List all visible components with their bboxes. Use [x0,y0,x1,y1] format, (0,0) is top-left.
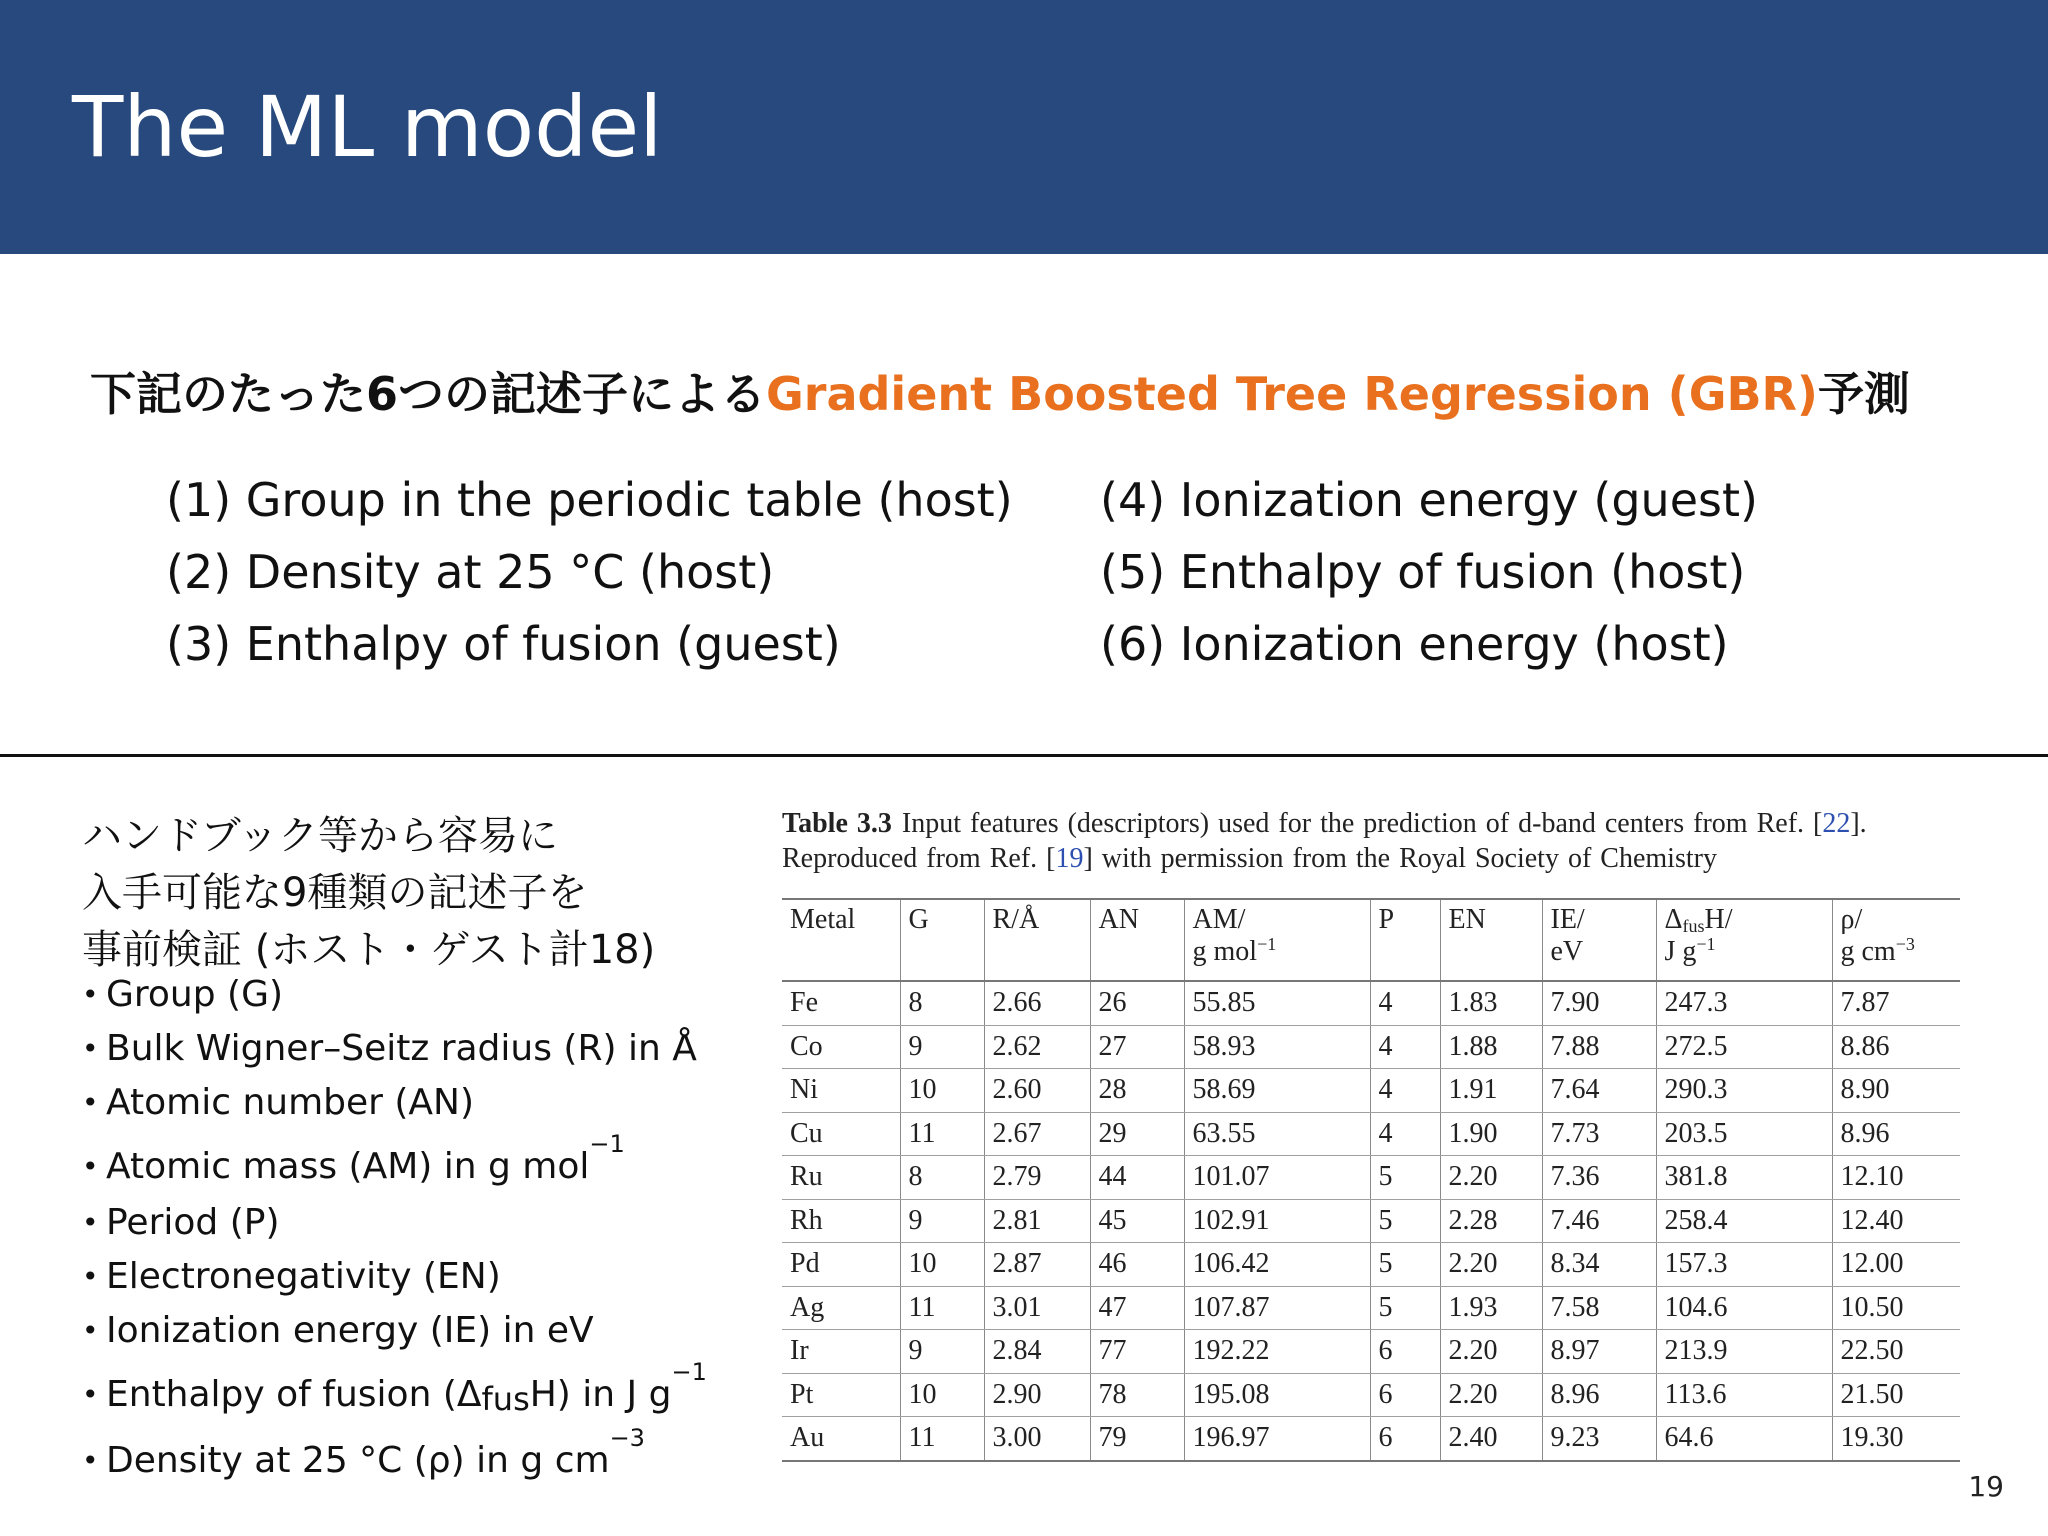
table-caption [782,806,1962,876]
header-metal: Metal [790,904,856,935]
descriptor-item [82,1130,707,1196]
descriptor-item [82,1358,707,1424]
descriptor-item [82,968,707,1022]
cell-en: 1.83 [1440,981,1542,1025]
cell-p: 4 [1370,981,1440,1025]
headline-suffix: 予測 [1817,367,1910,421]
feature-item: (5) Enthalpy of fusion (host) [1100,545,1746,599]
descriptor-subscript: fus [481,1380,530,1418]
cell-r: 2.62 [984,1025,1090,1069]
cell-r: 3.00 [984,1417,1090,1461]
cell-metal: Fe [782,981,900,1025]
header-line: eV [1550,936,1584,967]
cell-rho: 8.96 [1832,1112,1960,1156]
cell-p: 6 [1370,1417,1440,1461]
table-row [782,1373,1960,1417]
cell-an: 27 [1090,1025,1184,1069]
cell-g: 8 [900,1156,984,1200]
cell-am: 55.85 [1184,981,1370,1025]
cell-rho: 10.50 [1832,1286,1960,1330]
cell-am: 196.97 [1184,1417,1370,1461]
cell-ie: 7.36 [1542,1156,1656,1200]
cell-rho: 19.30 [1832,1417,1960,1461]
cell-r: 2.90 [984,1373,1090,1417]
reference-link[interactable]: 19 [1055,843,1084,874]
table-row [782,1243,1960,1287]
header-electronegativity: EN [1440,899,1542,981]
descriptor-text: Enthalpy of fusion (Δ [106,1374,482,1415]
cell-fus: 203.5 [1656,1112,1832,1156]
header-enthalpy-fusion [1656,899,1832,981]
cell-ie: 7.58 [1542,1286,1656,1330]
cell-g: 11 [900,1112,984,1156]
cell-metal: Pd [782,1243,900,1287]
header-subscript: fus [1682,916,1705,936]
bullet-icon: • [82,1086,99,1119]
cell-ie: 7.64 [1542,1069,1656,1113]
header-line: g mol [1192,936,1258,967]
cell-en: 1.93 [1440,1286,1542,1330]
cell-fus: 213.9 [1656,1330,1832,1374]
table-row [782,1112,1960,1156]
caption-text: Reproduced from Ref. [ [782,843,1056,874]
header-superscript: −1 [1257,934,1277,954]
cell-r: 2.84 [984,1330,1090,1374]
cell-am: 101.07 [1184,1156,1370,1200]
table-body [782,981,1960,1461]
cell-an: 45 [1090,1199,1184,1243]
cell-r: 3.01 [984,1286,1090,1330]
cell-metal: Rh [782,1199,900,1243]
caption-text: ]. [1850,808,1867,839]
feature-item: (6) Ionization energy (host) [1100,617,1729,671]
cell-an: 77 [1090,1330,1184,1374]
caption-label: Table 3.3 [782,808,892,839]
cell-g: 11 [900,1286,984,1330]
feature-item: (2) Density at 25 °C (host) [166,545,775,599]
cell-p: 4 [1370,1112,1440,1156]
cell-rho: 12.00 [1832,1243,1960,1287]
cell-fus: 272.5 [1656,1025,1832,1069]
bullet-icon: • [82,1378,99,1411]
section-divider [0,754,2048,757]
cell-g: 8 [900,981,984,1025]
bullet-icon: • [82,1032,99,1065]
header-group: G [900,899,984,981]
cell-fus: 104.6 [1656,1286,1832,1330]
cell-metal: Co [782,1025,900,1069]
cell-ie: 9.23 [1542,1417,1656,1461]
note-line: ハンドブック等から容易に [82,813,558,859]
header-line: ρ/ [1840,904,1863,935]
bullet-icon: • [82,978,99,1011]
header-line: AM/ [1192,904,1246,935]
cell-p: 4 [1370,1069,1440,1113]
cell-am: 195.08 [1184,1373,1370,1417]
descriptor-superscript: −1 [589,1130,625,1158]
cell-en: 2.20 [1440,1243,1542,1287]
cell-p: 5 [1370,1156,1440,1200]
cell-fus: 290.3 [1656,1069,1832,1113]
table-row [782,1025,1960,1069]
cell-r: 2.81 [984,1199,1090,1243]
cell-p: 6 [1370,1373,1440,1417]
table-row [782,1156,1960,1200]
cell-metal: Ni [782,1069,900,1113]
cell-en: 1.91 [1440,1069,1542,1113]
cell-en: 1.88 [1440,1025,1542,1069]
descriptor-text: Bulk Wigner–Seitz radius (R) in Å [106,1028,697,1069]
cell-p: 4 [1370,1025,1440,1069]
cell-an: 47 [1090,1286,1184,1330]
cell-ie: 8.96 [1542,1373,1656,1417]
cell-am: 192.22 [1184,1330,1370,1374]
header-line: g cm [1840,936,1896,967]
descriptor-note [82,808,655,979]
table-row [782,1199,1960,1243]
cell-am: 58.69 [1184,1069,1370,1113]
header-line: IE/ [1550,904,1585,935]
header-line: J g [1664,936,1697,967]
descriptor-item [82,1424,707,1490]
headline-prefix: 下記のたった6つの記述子による [90,367,767,421]
cell-an: 79 [1090,1417,1184,1461]
descriptor-text: Period (P) [106,1202,280,1243]
cell-metal: Au [782,1417,900,1461]
descriptor-text: Atomic mass (AM) in g mol [106,1146,590,1187]
descriptor-superscript: −3 [609,1424,645,1452]
header-line: Δ [1664,904,1683,935]
bullet-icon: • [82,1444,99,1477]
descriptor-item [82,1022,707,1076]
cell-p: 5 [1370,1286,1440,1330]
cell-g: 11 [900,1417,984,1461]
cell-rho: 22.50 [1832,1330,1960,1374]
cell-en: 2.20 [1440,1330,1542,1374]
cell-r: 2.66 [984,981,1090,1025]
cell-p: 5 [1370,1243,1440,1287]
page-number: 19 [1968,1470,2004,1503]
bullet-icon: • [82,1314,99,1347]
reference-link[interactable]: 22 [1822,808,1851,839]
cell-fus: 258.4 [1656,1199,1832,1243]
cell-fus: 64.6 [1656,1417,1832,1461]
descriptor-text: H) in J g [529,1374,672,1415]
cell-an: 26 [1090,981,1184,1025]
descriptor-text: Density at 25 °C (ρ) in g cm [106,1440,610,1481]
cell-en: 2.20 [1440,1156,1542,1200]
cell-am: 102.91 [1184,1199,1370,1243]
cell-rho: 7.87 [1832,981,1960,1025]
cell-an: 78 [1090,1373,1184,1417]
table-row [782,1417,1960,1461]
descriptor-table [782,898,1960,1462]
header-density [1832,899,1960,981]
cell-g: 10 [900,1069,984,1113]
cell-rho: 8.90 [1832,1069,1960,1113]
table-row [782,1069,1960,1113]
cell-am: 107.87 [1184,1286,1370,1330]
cell-ie: 7.90 [1542,981,1656,1025]
descriptor-item [82,1250,707,1304]
cell-p: 5 [1370,1199,1440,1243]
feature-list-left [166,464,1013,680]
cell-r: 2.87 [984,1243,1090,1287]
cell-metal: Ru [782,1156,900,1200]
header-superscript: −3 [1895,934,1915,954]
bullet-icon: • [82,1206,99,1239]
cell-an: 44 [1090,1156,1184,1200]
cell-an: 28 [1090,1069,1184,1113]
header-line: H/ [1704,904,1733,935]
cell-fus: 157.3 [1656,1243,1832,1287]
cell-g: 9 [900,1330,984,1374]
cell-am: 63.55 [1184,1112,1370,1156]
cell-ie: 7.88 [1542,1025,1656,1069]
table-figure [782,806,1962,1462]
cell-g: 9 [900,1199,984,1243]
feature-item: (4) Ionization energy (guest) [1100,473,1758,527]
caption-text: Input features (descriptors) used for the prediction of d-band centers from Ref. [ [901,808,1823,839]
cell-metal: Ir [782,1330,900,1374]
cell-am: 106.42 [1184,1243,1370,1287]
cell-ie: 8.34 [1542,1243,1656,1287]
descriptor-superscript: −1 [671,1358,707,1386]
slide-title: The ML model [72,78,663,176]
descriptor-text: Electronegativity (EN) [106,1256,501,1297]
bullet-icon: • [82,1150,99,1183]
caption-text: ] with permission from the Royal Society of Chemistry [1083,843,1717,874]
cell-fus: 113.6 [1656,1373,1832,1417]
descriptor-text: Ionization energy (IE) in eV [106,1310,594,1351]
note-line: 入手可能な9種類の記述子を [82,870,588,916]
headline-accent: Gradient Boosted Tree Regression (GBR) [766,367,1818,421]
header-radius: R/Å [984,899,1090,981]
table-row [782,1286,1960,1330]
header-atomic-mass [1184,899,1370,981]
cell-r: 2.67 [984,1112,1090,1156]
cell-g: 10 [900,1373,984,1417]
cell-rho: 12.10 [1832,1156,1960,1200]
descriptor-item [82,1196,707,1250]
headline [90,358,1910,424]
cell-g: 9 [900,1025,984,1069]
cell-ie: 8.97 [1542,1330,1656,1374]
cell-r: 2.60 [984,1069,1090,1113]
cell-en: 2.40 [1440,1417,1542,1461]
cell-an: 46 [1090,1243,1184,1287]
cell-p: 6 [1370,1330,1440,1374]
cell-ie: 7.46 [1542,1199,1656,1243]
note-line: 事前検証 (ホスト・ゲスト計18) [82,927,656,973]
cell-g: 10 [900,1243,984,1287]
header-ionization-energy [1542,899,1656,981]
cell-en: 2.20 [1440,1373,1542,1417]
header-period: P [1370,899,1440,981]
feature-list-right [1100,464,1758,680]
cell-ie: 7.73 [1542,1112,1656,1156]
cell-en: 1.90 [1440,1112,1542,1156]
descriptor-list [82,968,707,1490]
descriptor-text: Atomic number (AN) [106,1082,475,1123]
cell-r: 2.79 [984,1156,1090,1200]
header-superscript: −1 [1696,934,1716,954]
table-row [782,1330,1960,1374]
cell-rho: 12.40 [1832,1199,1960,1243]
cell-metal: Cu [782,1112,900,1156]
descriptor-text: Group (G) [106,974,284,1015]
descriptor-item [82,1076,707,1130]
cell-metal: Ag [782,1286,900,1330]
descriptor-item [82,1304,707,1358]
cell-fus: 381.8 [1656,1156,1832,1200]
header-atomic-number: AN [1090,899,1184,981]
feature-item: (3) Enthalpy of fusion (guest) [166,617,841,671]
cell-en: 2.28 [1440,1199,1542,1243]
cell-fus: 247.3 [1656,981,1832,1025]
cell-an: 29 [1090,1112,1184,1156]
cell-metal: Pt [782,1373,900,1417]
table-row [782,981,1960,1025]
slide-header [0,0,2048,254]
bullet-icon: • [82,1260,99,1293]
feature-item: (1) Group in the periodic table (host) [166,473,1013,527]
cell-rho: 21.50 [1832,1373,1960,1417]
cell-rho: 8.86 [1832,1025,1960,1069]
cell-am: 58.93 [1184,1025,1370,1069]
table-header-row [782,899,1960,981]
